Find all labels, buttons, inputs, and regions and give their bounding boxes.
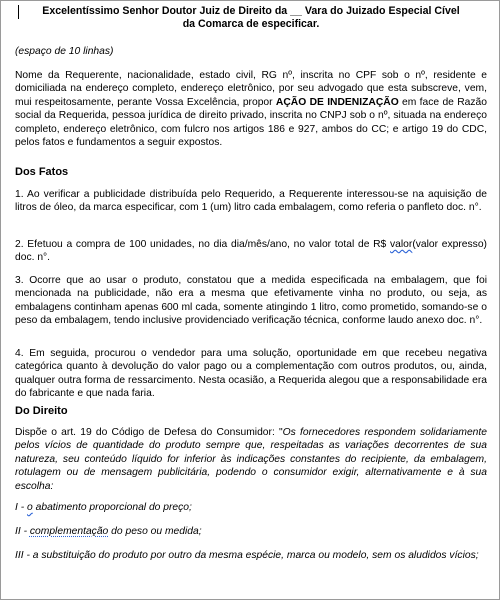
law-quote: Os fornecedores respondem solidariamente pelos vícios de quantidade do produto sempre que, respeitadas as variações decorrentes de sua natureza, seu conteúdo líquido for inferior às indicações constantes do recipiente, da embalagem, rotulagem ou de mensagem publicitária, podendo o consumidor exigir, alternativamente e à sua escolha: <box>15 427 487 492</box>
spellcheck-word-o[interactable]: o <box>27 502 33 513</box>
fact-1-paragraph: 1. Ao verificar a publicidade distribuída pelo Requerido, a Requerente interessou-se na aquisição de litros de óleo, da marca especificar, com 1 (um) litro cada embalagem, como referia o panfleto doc. n°. <box>15 189 487 214</box>
item-3 <box>15 549 487 562</box>
item-1 <box>15 501 487 514</box>
title-line-1: Excelentíssimo Senhor Doutor Juiz de Direito da __ Vara do Juizado Especial Cível <box>42 5 460 17</box>
law-text: Dispõe o art. 19 do Código de Defesa do Consumidor: " <box>15 427 283 438</box>
intro-text-2: em face de Razão social da Requerida, pessoa jurídica de direito privado, inscrita no CNPJ sob o nº, situada na endereço completo, endereço eletrônico, com fulcro nos artigos 186 e 927, ambos do CC; e artigo 19 do CDC, pelos fatos e fundamentos a seguir expostos. <box>15 96 487 149</box>
item-1-text: abatimento proporcional do preço; <box>32 502 192 513</box>
spellcheck-word-complementacao[interactable]: complementação <box>29 526 109 537</box>
fact-3-paragraph: 3. Ocorre que ao usar o produto, constatou que a medida especificada na embalagem, que foi mencionada na publicidade, não era a mesma que efetivamente vinha no produto, ou seja, as embalagens continham apenas 600 ml cada, somente atingindo 1 litro, como prometido, somando-se o peso da embalagem, tendo inclusive providenciado verificação técnica, conforme laudo anexo doc. n°. <box>15 275 487 327</box>
item-2-text: do peso ou medida; <box>108 526 202 537</box>
spacing-note: (espaço de 10 linhas) <box>15 46 114 57</box>
title-line-2: da Comarca de especificar. <box>182 18 320 30</box>
heading-facts: Dos Fatos <box>15 166 69 178</box>
spellcheck-word-valor[interactable]: valor <box>390 239 413 250</box>
item-3-prefix: III - <box>15 550 33 561</box>
action-title: AÇÃO DE INDENIZAÇÃO <box>275 96 399 108</box>
intro-text-1: Nome da Requerente, nacionalidade, estado civil, RG nº, inscrita no CPF sob o nº, residente e domiciliada na endereço completo, endereço eletrônico, por seu advogado que esta subscreve, vem, mui respeitosamente, perante Vossa Excelência, propor <box>15 70 487 108</box>
fact-2-text-2: (valor expresso) doc. n°. <box>15 239 487 264</box>
heading-law: Do Direito <box>15 405 68 417</box>
text-cursor <box>18 5 19 19</box>
item-2 <box>15 525 487 538</box>
fact-2-paragraph <box>15 238 487 265</box>
fact-2-text-1: 2. Efetuou a compra de 100 unidades, no dia dia/mês/ano, no valor total de R$ <box>15 239 390 250</box>
item-3-text: a substituição do produto por outro da mesma espécie, marca ou modelo, sem os aludidos vícios; <box>32 550 479 561</box>
item-2-prefix: II - <box>15 526 30 537</box>
fact-4-paragraph: 4. Em seguida, procurou o vendedor para uma solução, oportunidade em que recebeu negativa categórica quanto à devolução do valor pago ou a complementação com outros produtos, ou, ainda, qualquer outra forma de ressarcimento. Nesta ocasião, a Requerida alegou que a responsabilidade era do fabricante e que nada faria. <box>15 348 487 400</box>
intro-paragraph <box>15 69 487 149</box>
document-title <box>15 5 487 31</box>
law-paragraph <box>15 426 487 493</box>
item-1-prefix: I - <box>15 502 28 513</box>
